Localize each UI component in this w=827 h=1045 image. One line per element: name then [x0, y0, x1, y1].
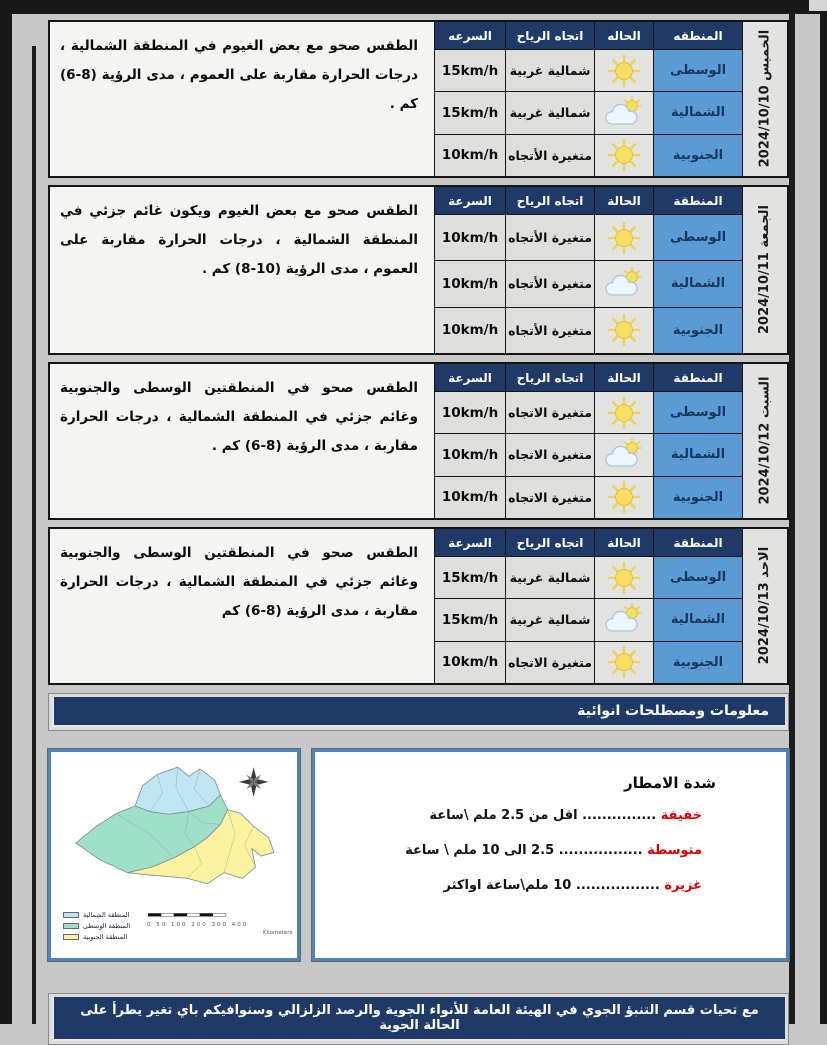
forecast-description: الطقس صحو في المنطقتين الوسطى والجنوبية وغائم جزئي في المنطقة الشمالية ، درجات الحرارة مقاربة ، مدى الرؤية (8-6) كم [50, 529, 434, 683]
weather-condition-icon [595, 92, 653, 133]
column-header-region: المنطقة [654, 187, 742, 214]
column-header-region: المنطقة [654, 364, 742, 391]
page-edge-line-right [789, 14, 795, 1024]
rain-intensity-title: شدة الامطار [624, 774, 716, 792]
column-header-condition: الحالة [595, 364, 653, 391]
column-header-speed: السرعة [435, 187, 505, 214]
wind-speed-cell: 10km/h [435, 135, 505, 176]
photo-border-left [0, 0, 12, 1024]
wind-direction-cell: متغيرة الأتجاه [506, 215, 594, 260]
legend-swatch-central [63, 923, 79, 929]
wind-direction-cell: متغيرة الاتجاه [506, 392, 594, 433]
info-bar-frame [48, 693, 789, 731]
column-header-condition: الحالة [595, 529, 653, 556]
wind-direction-cell: متغيرة الاتجاه [506, 434, 594, 475]
wind-speed-cell: 10km/h [435, 261, 505, 306]
column-header-condition: الحاله [595, 22, 653, 49]
region-cell: الشمالية [654, 92, 742, 133]
column-header-wind: اتجاه الرياح [506, 187, 594, 214]
rain-intensity-item [335, 843, 702, 858]
wind-speed-cell: 10km/h [435, 477, 505, 518]
wind-direction-cell: متغيرة الأتجاه [506, 261, 594, 306]
wind-direction-cell: شمالية غربية [506, 92, 594, 133]
wind-speed-cell: 10km/h [435, 308, 505, 353]
wind-speed-cell: 15km/h [435, 599, 505, 640]
weather-condition-icon [595, 557, 653, 598]
region-cell: الوسطى [654, 557, 742, 598]
legend-label: المنطقة الوسطى [83, 921, 131, 930]
wind-direction-cell: شمالية غربية [506, 50, 594, 91]
date-label: الجمعة 2024/10/11 [757, 205, 773, 335]
info-section [48, 749, 789, 961]
region-cell: الجنوبية [654, 642, 742, 683]
rain-intensity-item [335, 808, 702, 823]
forecast-table-saturday [48, 362, 789, 520]
rain-intensity-label: متوسطة [647, 843, 702, 858]
legend-row [63, 931, 130, 942]
date-cell [743, 364, 787, 518]
weather-condition-icon [595, 477, 653, 518]
column-header-region: المنطقه [654, 22, 742, 49]
column-header-condition: الحالة [595, 187, 653, 214]
weather-condition-icon [595, 135, 653, 176]
region-cell: الوسطى [654, 50, 742, 91]
rain-intensity-box [312, 749, 789, 961]
date-cell [743, 529, 787, 683]
region-cell: الوسطى [654, 392, 742, 433]
rain-intensity-label: خفيفة [660, 808, 702, 823]
rain-intensity-value: ................. 10 ملم\ساعة اواكثر [443, 878, 660, 893]
region-cell: الوسطى [654, 215, 742, 260]
weather-condition-icon [595, 261, 653, 306]
map-legend [63, 909, 130, 942]
rain-intensity-item [335, 878, 702, 893]
wind-speed-cell: 15km/h [435, 92, 505, 133]
legend-label: المنطقة الشمالية [83, 910, 130, 919]
wind-direction-cell: متغيرة الاتجاه [506, 642, 594, 683]
info-bar: معلومات ومصطلحات انوائية [52, 697, 785, 727]
region-cell: الشمالية [654, 434, 742, 475]
wind-speed-cell: 10km/h [435, 215, 505, 260]
wind-direction-cell: شمالية غربية [506, 599, 594, 640]
photo-corner-notch [809, 0, 827, 11]
weather-condition-icon [595, 599, 653, 640]
column-header-speed: السرعة [435, 529, 505, 556]
legend-label: المنطقة الجنوبية [83, 932, 128, 941]
weather-condition-icon [595, 215, 653, 260]
region-cell: الجنوبية [654, 477, 742, 518]
weather-condition-icon [595, 50, 653, 91]
column-header-wind: اتجاه الرياح [506, 364, 594, 391]
legend-swatch-south [63, 934, 79, 940]
wind-direction-cell: شمالية غربية [506, 557, 594, 598]
weather-condition-icon [595, 392, 653, 433]
forecast-description: الطقس صحو مع بعض الغيوم في المنطقة الشمالية ، درجات الحرارة مقاربة على العموم ، مدى الرؤية (8-6) كم . [50, 22, 434, 176]
iraq-map-graphic [55, 756, 293, 932]
weather-condition-icon [595, 308, 653, 353]
weather-condition-icon [595, 434, 653, 475]
wind-speed-cell: 15km/h [435, 50, 505, 91]
weather-condition-icon [595, 642, 653, 683]
forecast-table-sunday [48, 527, 789, 685]
wind-direction-cell: متغيرة الأتجاه [506, 135, 594, 176]
date-label: الخميس 2024/10/10 [757, 30, 773, 168]
wind-direction-cell: متغيرة الاتجاه [506, 477, 594, 518]
rain-intensity-value: ................. 2.5 الى 10 ملم \ ساعة [405, 843, 643, 858]
date-cell [743, 187, 787, 353]
weather-bulletin [48, 14, 789, 1045]
footer-bar: مع تحيات قسم التنبؤ الجوي في الهيئة العامة للأنواء الجوية والرصد الزلزالي وسنوافيكم باي تغير يطرأ على الحالة الجوية [52, 997, 785, 1041]
page-edge-line-left [32, 46, 36, 1024]
wind-speed-cell: 15km/h [435, 557, 505, 598]
wind-speed-cell: 10km/h [435, 642, 505, 683]
date-cell [743, 22, 787, 176]
legend-row [63, 920, 130, 931]
date-label: الاحد 2024/10/13 [757, 547, 773, 665]
forecast-description: الطقس صحو في المنطقتين الوسطى والجنوبية وغائم جزئي في المنطقة الشمالية ، درجات الحرارة مقاربة ، مدى الرؤية (8-6) كم . [50, 364, 434, 518]
column-header-speed: السرعة [435, 364, 505, 391]
legend-row [63, 909, 130, 920]
forecast-table-thursday [48, 20, 789, 178]
date-label: السبت 2024/10/12 [757, 376, 773, 505]
iraq-regions-map [48, 749, 300, 961]
map-scale-ticks: 0 50 100 200 300 400 [147, 922, 249, 928]
legend-swatch-north [63, 912, 79, 918]
footer-bar-frame [48, 993, 789, 1045]
region-cell: الجنوبية [654, 308, 742, 353]
wind-speed-cell: 10km/h [435, 434, 505, 475]
wind-speed-cell: 10km/h [435, 392, 505, 433]
forecast-description: الطقس صحو مع بعض الغيوم ويكون غائم جزئي في المنطقة الشمالية ، درجات الحرارة مقاربة على العموم ، مدى الرؤية (10-8) كم . [50, 187, 434, 353]
photo-border-top [0, 0, 827, 14]
column-header-wind: اتجاه الرياح [506, 529, 594, 556]
column-header-speed: السرعه [435, 22, 505, 49]
region-cell: الشمالية [654, 599, 742, 640]
photo-border-right [820, 11, 827, 1024]
region-cell: الجنوبية [654, 135, 742, 176]
map-scale-unit: Kilometers [263, 930, 293, 936]
column-header-region: المنطقة [654, 529, 742, 556]
map-scale-bar [148, 913, 226, 916]
rain-intensity-label: غزيرة [664, 878, 702, 893]
wind-direction-cell: متغيرة الأتجاه [506, 308, 594, 353]
rain-intensity-value: ............... اقل من 2.5 ملم \ساعة [429, 808, 657, 823]
column-header-wind: اتجاه الرياح [506, 22, 594, 49]
compass-rose-icon [239, 767, 269, 797]
region-cell: الشمالية [654, 261, 742, 306]
forecast-table-friday [48, 185, 789, 355]
